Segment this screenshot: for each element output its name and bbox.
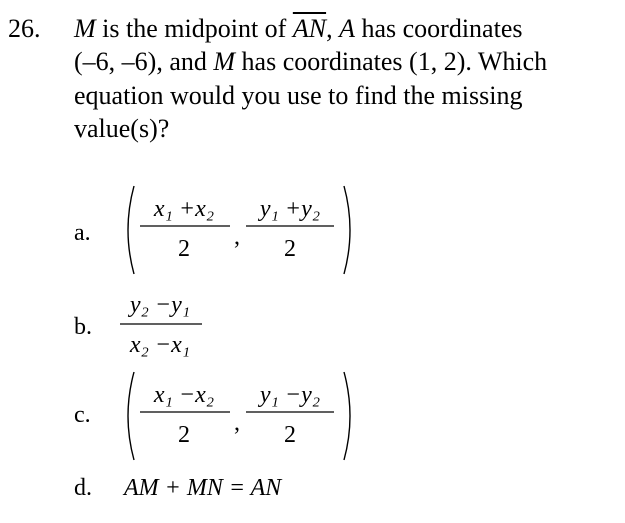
- point-a: A: [339, 14, 355, 43]
- text: has coordinates (1, 2). Which: [235, 47, 548, 76]
- numerator: y₂ −y₁: [129, 292, 191, 318]
- choice-c-label: c.: [74, 402, 91, 428]
- choice-d-equation: AM + MN = AN: [124, 475, 282, 501]
- numerator-2: y₁ −y₂: [259, 382, 321, 408]
- numerator-1: x₁ +x₂: [153, 196, 215, 222]
- text: ,: [326, 14, 340, 43]
- text: is the midpoint of: [95, 14, 293, 43]
- question-line-1: [74, 14, 522, 44]
- segment-an: $\overline{AN}$: [292, 14, 327, 43]
- text: has coordinates: [354, 14, 523, 43]
- question-line-2: [74, 47, 547, 77]
- question-line-4: value(s)?: [74, 114, 170, 143]
- comma: ,: [234, 410, 240, 436]
- right-paren: [344, 372, 350, 460]
- choice-d-label: d.: [74, 475, 92, 501]
- left-paren: [128, 372, 134, 460]
- denominator-1: 2: [178, 236, 190, 262]
- denominator: x₂ −x₁: [129, 332, 191, 358]
- question-line-3: equation would you use to find the missing: [74, 81, 523, 110]
- question-number: 26.: [8, 14, 41, 43]
- denominator-2: 2: [284, 236, 296, 262]
- numerator-1: x₁ −x₂: [153, 382, 215, 408]
- point-m: M: [74, 14, 96, 43]
- denominator-2: 2: [284, 422, 296, 448]
- left-paren: [128, 186, 134, 274]
- choice-b-label: b.: [74, 314, 92, 340]
- denominator-1: 2: [178, 422, 190, 448]
- point-m: M: [213, 47, 236, 76]
- choice-b-formula: [116, 282, 236, 378]
- text: (–6, –6), and: [74, 47, 214, 76]
- numerator-2: y₁ +y₂: [259, 196, 321, 222]
- choice-a-label: a.: [74, 220, 91, 246]
- right-paren: [344, 186, 350, 274]
- choice-a-formula: [120, 182, 360, 278]
- choice-c-formula: [120, 368, 360, 464]
- comma: ,: [234, 224, 240, 250]
